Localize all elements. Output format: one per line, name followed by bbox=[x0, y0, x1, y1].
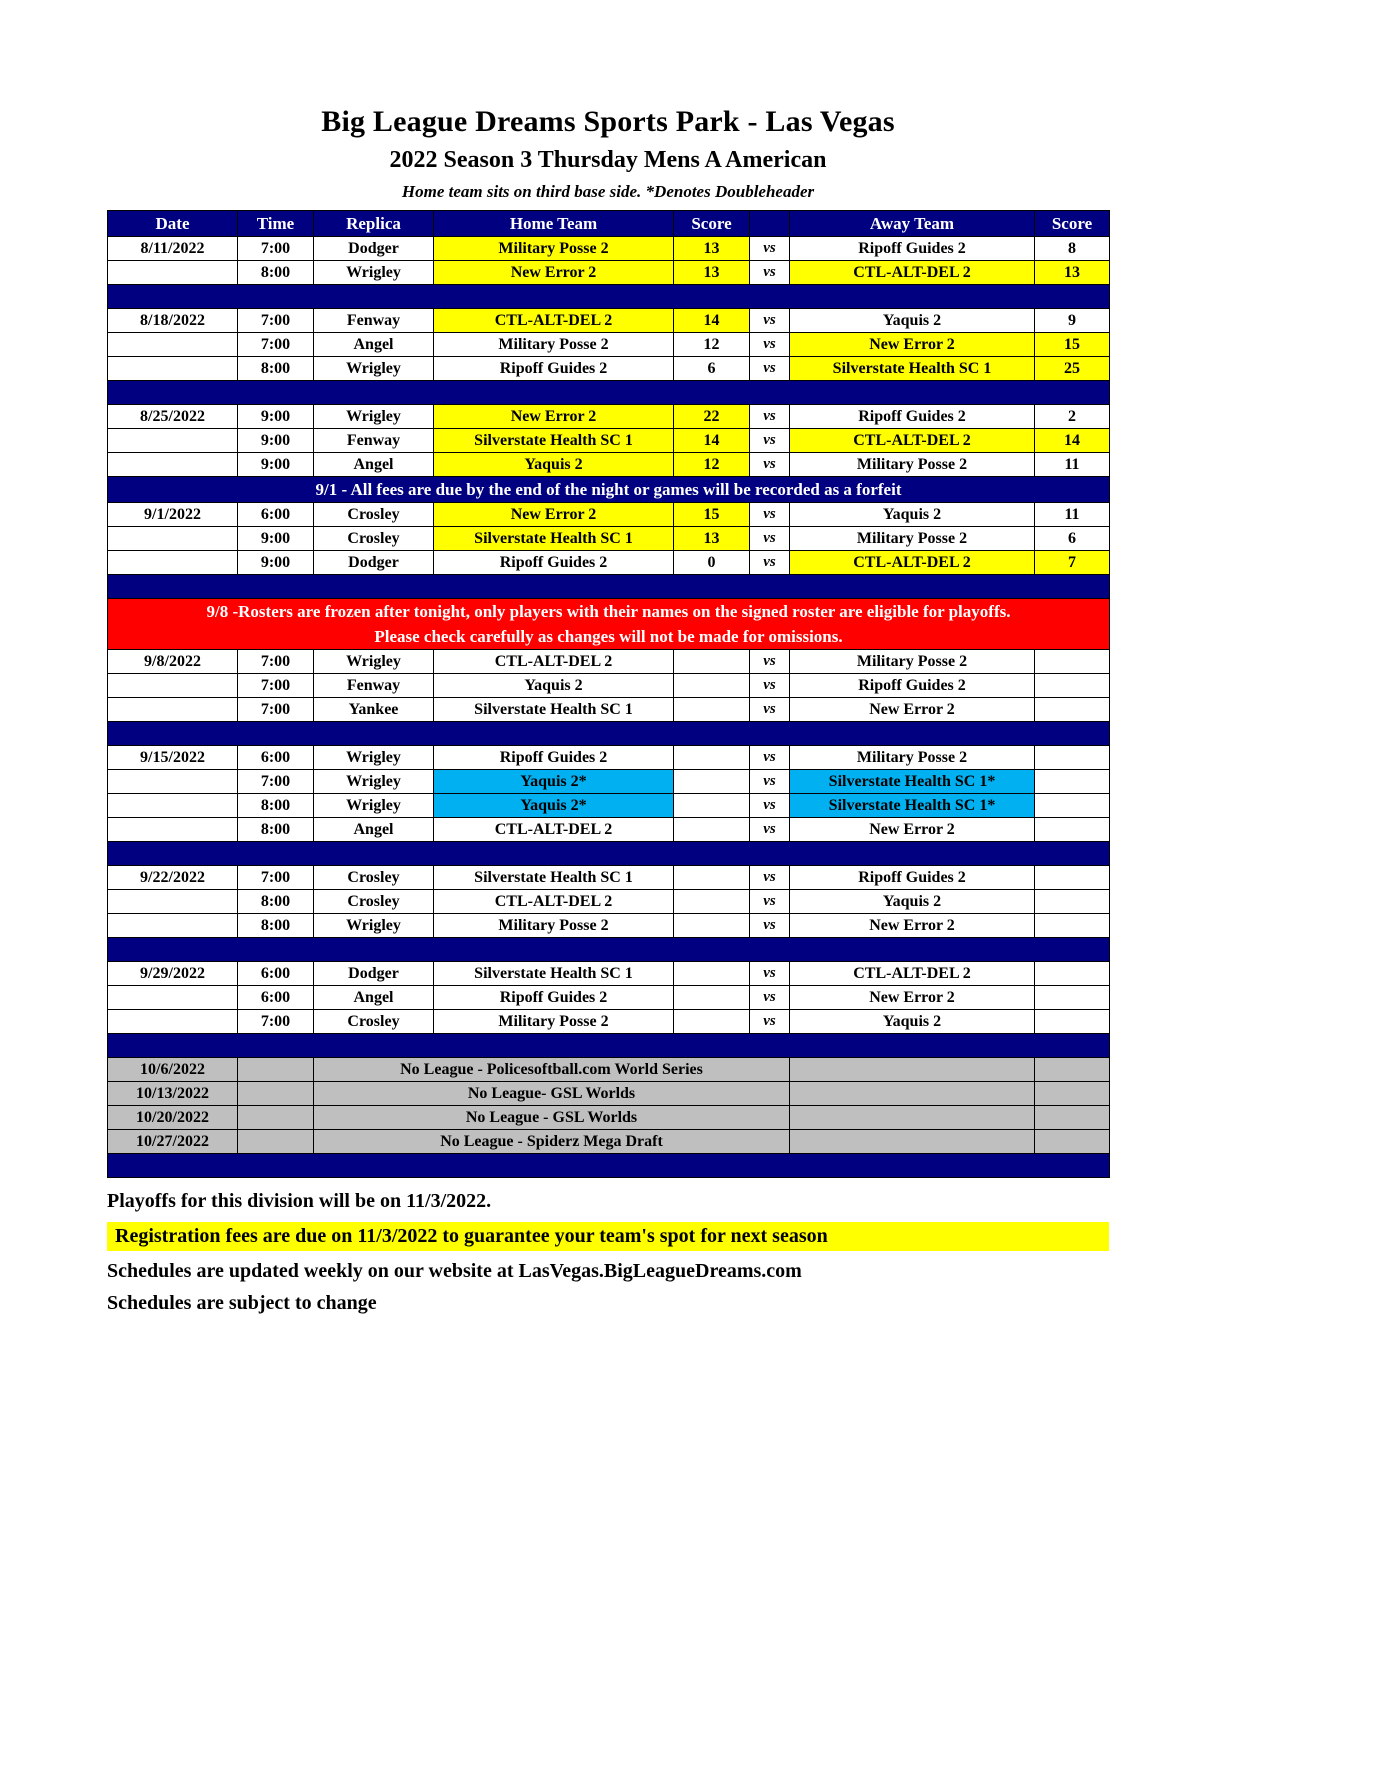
vs-label-cell: vs bbox=[750, 503, 790, 527]
time-cell: 9:00 bbox=[238, 527, 314, 551]
vs-label-cell: vs bbox=[750, 453, 790, 477]
vs-label-cell: vs bbox=[750, 527, 790, 551]
game-row bbox=[108, 309, 1110, 333]
away-score-cell bbox=[1035, 1130, 1110, 1154]
home-score-cell bbox=[674, 794, 750, 818]
time-cell: 9:00 bbox=[238, 405, 314, 429]
home-team-cell: Ripoff Guides 2 bbox=[434, 357, 674, 381]
notice-row bbox=[108, 599, 1110, 650]
away-score-cell bbox=[1035, 1106, 1110, 1130]
time-cell: 9:00 bbox=[238, 453, 314, 477]
away-score-cell: 6 bbox=[1035, 527, 1110, 551]
away-team-cell: Ripoff Guides 2 bbox=[790, 237, 1035, 261]
date-cell: 9/15/2022 bbox=[108, 746, 238, 770]
page-subtitle: 2022 Season 3 Thursday Mens A American bbox=[389, 147, 827, 173]
away-score-cell: 14 bbox=[1035, 429, 1110, 453]
game-row bbox=[108, 453, 1110, 477]
notice-text: 9/8 -Rosters are frozen after tonight, only players with their names on the signed roster are eligible for playoffs. bbox=[206, 602, 1011, 621]
away-team-cell: CTL-ALT-DEL 2 bbox=[790, 429, 1035, 453]
game-row bbox=[108, 698, 1110, 722]
separator-cell bbox=[108, 1154, 1110, 1178]
replica-cell: Dodger bbox=[314, 551, 434, 575]
header-row bbox=[108, 211, 1110, 237]
vs-label-cell: vs bbox=[750, 237, 790, 261]
col-header-date: Date bbox=[108, 211, 238, 237]
vs-label-cell: vs bbox=[750, 962, 790, 986]
time-cell: 7:00 bbox=[238, 333, 314, 357]
away-score-cell: 25 bbox=[1035, 357, 1110, 381]
away-score-cell: 11 bbox=[1035, 453, 1110, 477]
time-cell bbox=[238, 1058, 314, 1082]
no-league-text-cell: No League - Policesoftball.com World Series bbox=[314, 1058, 790, 1082]
col-header-away-score: Score bbox=[1035, 211, 1110, 237]
footer-block bbox=[107, 1190, 1109, 1315]
date-cell: 9/1/2022 bbox=[108, 503, 238, 527]
separator-row bbox=[108, 285, 1110, 309]
away-team-cell: New Error 2 bbox=[790, 698, 1035, 722]
away-team-cell: CTL-ALT-DEL 2 bbox=[790, 551, 1035, 575]
notice-cell bbox=[108, 599, 1110, 650]
vs-label-cell: vs bbox=[750, 429, 790, 453]
date-cell bbox=[108, 453, 238, 477]
away-score-cell bbox=[1035, 650, 1110, 674]
date-cell bbox=[108, 429, 238, 453]
replica-cell: Dodger bbox=[314, 962, 434, 986]
separator-cell bbox=[108, 842, 1110, 866]
away-team-cell: Ripoff Guides 2 bbox=[790, 674, 1035, 698]
home-score-cell: 0 bbox=[674, 551, 750, 575]
vs-label-cell: vs bbox=[750, 794, 790, 818]
game-row bbox=[108, 333, 1110, 357]
website-note: Schedules are updated weekly on our website at LasVegas.BigLeagueDreams.com bbox=[107, 1260, 802, 1282]
away-score-cell bbox=[1035, 890, 1110, 914]
separator-row bbox=[108, 722, 1110, 746]
away-score-cell bbox=[1035, 962, 1110, 986]
away-team-cell: Ripoff Guides 2 bbox=[790, 405, 1035, 429]
game-row bbox=[108, 1010, 1110, 1034]
notice-cell bbox=[108, 477, 1110, 503]
time-cell bbox=[238, 1082, 314, 1106]
home-team-cell: CTL-ALT-DEL 2 bbox=[434, 309, 674, 333]
home-team-cell: Military Posse 2 bbox=[434, 914, 674, 938]
time-cell: 6:00 bbox=[238, 503, 314, 527]
away-score-cell bbox=[1035, 698, 1110, 722]
home-score-cell bbox=[674, 674, 750, 698]
no-league-row bbox=[108, 1106, 1110, 1130]
away-score-cell: 8 bbox=[1035, 237, 1110, 261]
home-score-cell: 15 bbox=[674, 503, 750, 527]
home-score-cell: 13 bbox=[674, 527, 750, 551]
game-row bbox=[108, 237, 1110, 261]
away-team-cell: Ripoff Guides 2 bbox=[790, 866, 1035, 890]
time-cell: 9:00 bbox=[238, 429, 314, 453]
date-cell bbox=[108, 794, 238, 818]
away-team-cell: Silverstate Health SC 1 bbox=[790, 357, 1035, 381]
game-row bbox=[108, 746, 1110, 770]
home-team-cell: Military Posse 2 bbox=[434, 1010, 674, 1034]
home-score-cell: 13 bbox=[674, 261, 750, 285]
home-score-cell: 12 bbox=[674, 333, 750, 357]
time-cell: 7:00 bbox=[238, 866, 314, 890]
vs-label-cell: vs bbox=[750, 1010, 790, 1034]
time-cell: 9:00 bbox=[238, 551, 314, 575]
time-cell: 7:00 bbox=[238, 698, 314, 722]
home-team-cell: Silverstate Health SC 1 bbox=[434, 429, 674, 453]
home-team-cell: Yaquis 2* bbox=[434, 770, 674, 794]
replica-cell: Crosley bbox=[314, 890, 434, 914]
away-score-cell: 11 bbox=[1035, 503, 1110, 527]
replica-cell: Wrigley bbox=[314, 770, 434, 794]
col-header-home-score: Score bbox=[674, 211, 750, 237]
schedule-body bbox=[108, 237, 1110, 1178]
separator-cell bbox=[108, 381, 1110, 405]
home-team-cell: Yaquis 2 bbox=[434, 453, 674, 477]
replica-cell: Wrigley bbox=[314, 357, 434, 381]
home-team-cell: Ripoff Guides 2 bbox=[434, 551, 674, 575]
away-score-cell bbox=[1035, 746, 1110, 770]
vs-label-cell: vs bbox=[750, 405, 790, 429]
replica-cell: Wrigley bbox=[314, 794, 434, 818]
vs-label-cell: vs bbox=[750, 698, 790, 722]
home-score-cell bbox=[674, 650, 750, 674]
schedule-table bbox=[107, 210, 1110, 1178]
date-cell bbox=[108, 818, 238, 842]
away-team-cell: Military Posse 2 bbox=[790, 453, 1035, 477]
away-team-cell: New Error 2 bbox=[790, 818, 1035, 842]
date-cell bbox=[108, 770, 238, 794]
away-score-cell bbox=[1035, 674, 1110, 698]
time-cell: 8:00 bbox=[238, 357, 314, 381]
date-cell bbox=[108, 551, 238, 575]
page-title: Big League Dreams Sports Park - Las Vegas bbox=[321, 105, 895, 138]
home-team-cell: CTL-ALT-DEL 2 bbox=[434, 650, 674, 674]
away-team-cell: New Error 2 bbox=[790, 986, 1035, 1010]
vs-label-cell: vs bbox=[750, 261, 790, 285]
away-team-cell: Yaquis 2 bbox=[790, 309, 1035, 333]
time-cell bbox=[238, 1106, 314, 1130]
col-header-time: Time bbox=[238, 211, 314, 237]
separator-cell bbox=[108, 938, 1110, 962]
time-cell: 6:00 bbox=[238, 962, 314, 986]
away-team-cell: New Error 2 bbox=[790, 914, 1035, 938]
date-cell: 9/8/2022 bbox=[108, 650, 238, 674]
replica-cell: Angel bbox=[314, 333, 434, 357]
home-score-cell bbox=[674, 866, 750, 890]
replica-cell: Wrigley bbox=[314, 914, 434, 938]
home-score-cell bbox=[674, 962, 750, 986]
date-cell bbox=[108, 261, 238, 285]
home-team-cell: Silverstate Health SC 1 bbox=[434, 962, 674, 986]
game-row bbox=[108, 890, 1110, 914]
away-team-cell: Silverstate Health SC 1* bbox=[790, 770, 1035, 794]
home-team-cell: New Error 2 bbox=[434, 503, 674, 527]
replica-cell: Fenway bbox=[314, 309, 434, 333]
replica-cell: Wrigley bbox=[314, 650, 434, 674]
col-header-home-team: Home Team bbox=[434, 211, 674, 237]
separator-row bbox=[108, 575, 1110, 599]
away-team-cell: Silverstate Health SC 1* bbox=[790, 794, 1035, 818]
separator-row bbox=[108, 842, 1110, 866]
date-cell: 10/20/2022 bbox=[108, 1106, 238, 1130]
time-cell: 8:00 bbox=[238, 818, 314, 842]
replica-cell: Wrigley bbox=[314, 405, 434, 429]
home-score-cell bbox=[674, 1010, 750, 1034]
home-team-cell: New Error 2 bbox=[434, 405, 674, 429]
home-score-cell: 14 bbox=[674, 309, 750, 333]
away-score-cell: 2 bbox=[1035, 405, 1110, 429]
away-score-cell bbox=[1035, 770, 1110, 794]
separator-cell bbox=[108, 575, 1110, 599]
vs-label-cell: vs bbox=[750, 357, 790, 381]
replica-cell: Fenway bbox=[314, 674, 434, 698]
away-team-cell: Military Posse 2 bbox=[790, 527, 1035, 551]
home-team-cell: Ripoff Guides 2 bbox=[434, 986, 674, 1010]
time-cell: 8:00 bbox=[238, 890, 314, 914]
date-cell bbox=[108, 527, 238, 551]
game-row bbox=[108, 551, 1110, 575]
home-score-cell: 14 bbox=[674, 429, 750, 453]
game-row bbox=[108, 405, 1110, 429]
game-row bbox=[108, 794, 1110, 818]
notice-row bbox=[108, 477, 1110, 503]
away-team-cell: Yaquis 2 bbox=[790, 1010, 1035, 1034]
separator-cell bbox=[108, 1034, 1110, 1058]
separator-cell bbox=[108, 722, 1110, 746]
away-score-cell bbox=[1035, 866, 1110, 890]
away-score-cell bbox=[1035, 1058, 1110, 1082]
away-team-cell: Military Posse 2 bbox=[790, 746, 1035, 770]
date-cell bbox=[108, 914, 238, 938]
replica-cell: Angel bbox=[314, 453, 434, 477]
vs-label-cell: vs bbox=[750, 770, 790, 794]
away-score-cell: 15 bbox=[1035, 333, 1110, 357]
col-header-vs bbox=[750, 211, 790, 237]
time-cell: 7:00 bbox=[238, 1010, 314, 1034]
time-cell: 7:00 bbox=[238, 770, 314, 794]
separator-cell bbox=[108, 285, 1110, 309]
notice-text: 9/1 - All fees are due by the end of the night or games will be recorded as a forfeit bbox=[315, 480, 902, 499]
time-cell: 8:00 bbox=[238, 261, 314, 285]
away-score-cell bbox=[1035, 818, 1110, 842]
no-league-row bbox=[108, 1058, 1110, 1082]
replica-cell: Crosley bbox=[314, 1010, 434, 1034]
home-team-cell: Silverstate Health SC 1 bbox=[434, 698, 674, 722]
replica-cell: Wrigley bbox=[314, 261, 434, 285]
vs-label-cell: vs bbox=[750, 866, 790, 890]
away-team-cell: CTL-ALT-DEL 2 bbox=[790, 261, 1035, 285]
time-cell: 7:00 bbox=[238, 309, 314, 333]
home-score-cell bbox=[674, 770, 750, 794]
away-team-cell: Military Posse 2 bbox=[790, 650, 1035, 674]
game-row bbox=[108, 962, 1110, 986]
vs-label-cell: vs bbox=[750, 309, 790, 333]
home-team-cell: New Error 2 bbox=[434, 261, 674, 285]
replica-cell: Crosley bbox=[314, 527, 434, 551]
away-score-cell: 13 bbox=[1035, 261, 1110, 285]
replica-cell: Yankee bbox=[314, 698, 434, 722]
replica-cell: Fenway bbox=[314, 429, 434, 453]
time-cell: 7:00 bbox=[238, 674, 314, 698]
game-row bbox=[108, 650, 1110, 674]
home-score-cell: 6 bbox=[674, 357, 750, 381]
home-score-cell bbox=[674, 914, 750, 938]
no-league-row bbox=[108, 1130, 1110, 1154]
home-score-cell: 13 bbox=[674, 237, 750, 261]
game-row bbox=[108, 770, 1110, 794]
time-cell: 8:00 bbox=[238, 794, 314, 818]
col-header-replica: Replica bbox=[314, 211, 434, 237]
replica-cell: Crosley bbox=[314, 866, 434, 890]
replica-cell: Crosley bbox=[314, 503, 434, 527]
game-row bbox=[108, 429, 1110, 453]
date-cell bbox=[108, 333, 238, 357]
time-cell bbox=[238, 1130, 314, 1154]
time-cell: 8:00 bbox=[238, 914, 314, 938]
replica-cell: Wrigley bbox=[314, 746, 434, 770]
no-league-text-cell: No League - Spiderz Mega Draft bbox=[314, 1130, 790, 1154]
away-score-cell: 9 bbox=[1035, 309, 1110, 333]
game-row bbox=[108, 261, 1110, 285]
date-cell bbox=[108, 986, 238, 1010]
no-league-text-cell: No League- GSL Worlds bbox=[314, 1082, 790, 1106]
date-cell bbox=[108, 698, 238, 722]
separator-row bbox=[108, 1154, 1110, 1178]
home-team-cell: Silverstate Health SC 1 bbox=[434, 866, 674, 890]
separator-row bbox=[108, 381, 1110, 405]
registration-notice: Registration fees are due on 11/3/2022 to guarantee your team's spot for next season bbox=[107, 1222, 1109, 1251]
vs-label-cell: vs bbox=[750, 333, 790, 357]
replica-cell: Angel bbox=[314, 818, 434, 842]
away-score-cell bbox=[1035, 794, 1110, 818]
vs-label-cell: vs bbox=[750, 551, 790, 575]
home-team-cell: Yaquis 2* bbox=[434, 794, 674, 818]
time-cell: 6:00 bbox=[238, 986, 314, 1010]
home-score-cell bbox=[674, 698, 750, 722]
time-cell: 6:00 bbox=[238, 746, 314, 770]
game-row bbox=[108, 986, 1110, 1010]
away-team-cell bbox=[790, 1130, 1035, 1154]
away-team-cell bbox=[790, 1058, 1035, 1082]
time-cell: 7:00 bbox=[238, 237, 314, 261]
home-team-cell: CTL-ALT-DEL 2 bbox=[434, 818, 674, 842]
away-team-cell bbox=[790, 1082, 1035, 1106]
no-league-text-cell: No League - GSL Worlds bbox=[314, 1106, 790, 1130]
game-row bbox=[108, 818, 1110, 842]
header-block bbox=[107, 105, 1109, 202]
date-cell bbox=[108, 674, 238, 698]
game-row bbox=[108, 674, 1110, 698]
game-row bbox=[108, 527, 1110, 551]
home-score-cell: 12 bbox=[674, 453, 750, 477]
date-cell: 9/22/2022 bbox=[108, 866, 238, 890]
home-team-cell: Military Posse 2 bbox=[434, 333, 674, 357]
away-team-cell: CTL-ALT-DEL 2 bbox=[790, 962, 1035, 986]
away-score-cell: 7 bbox=[1035, 551, 1110, 575]
vs-label-cell: vs bbox=[750, 650, 790, 674]
home-team-cell: Ripoff Guides 2 bbox=[434, 746, 674, 770]
vs-label-cell: vs bbox=[750, 890, 790, 914]
no-league-row bbox=[108, 1082, 1110, 1106]
away-team-cell: New Error 2 bbox=[790, 333, 1035, 357]
notice-text: Please check carefully as changes will not be made for omissions. bbox=[374, 627, 843, 646]
home-score-cell: 22 bbox=[674, 405, 750, 429]
playoffs-note: Playoffs for this division will be on 11/3/2022. bbox=[107, 1190, 492, 1212]
vs-label-cell: vs bbox=[750, 674, 790, 698]
away-score-cell bbox=[1035, 914, 1110, 938]
away-team-cell bbox=[790, 1106, 1035, 1130]
away-team-cell: Yaquis 2 bbox=[790, 503, 1035, 527]
home-team-cell: Military Posse 2 bbox=[434, 237, 674, 261]
date-cell: 9/29/2022 bbox=[108, 962, 238, 986]
date-cell: 8/25/2022 bbox=[108, 405, 238, 429]
date-cell bbox=[108, 357, 238, 381]
separator-row bbox=[108, 938, 1110, 962]
vs-label-cell: vs bbox=[750, 746, 790, 770]
date-cell: 10/13/2022 bbox=[108, 1082, 238, 1106]
home-score-cell bbox=[674, 890, 750, 914]
date-cell: 10/27/2022 bbox=[108, 1130, 238, 1154]
vs-label-cell: vs bbox=[750, 986, 790, 1010]
vs-label-cell: vs bbox=[750, 818, 790, 842]
home-team-cell: Yaquis 2 bbox=[434, 674, 674, 698]
home-score-cell bbox=[674, 818, 750, 842]
date-cell: 8/11/2022 bbox=[108, 237, 238, 261]
game-row bbox=[108, 503, 1110, 527]
date-cell bbox=[108, 890, 238, 914]
home-score-cell bbox=[674, 746, 750, 770]
time-cell: 7:00 bbox=[238, 650, 314, 674]
subject-to-change-note: Schedules are subject to change bbox=[107, 1292, 377, 1314]
away-score-cell bbox=[1035, 1082, 1110, 1106]
away-team-cell: Yaquis 2 bbox=[790, 890, 1035, 914]
home-score-cell bbox=[674, 986, 750, 1010]
game-row bbox=[108, 866, 1110, 890]
game-row bbox=[108, 914, 1110, 938]
col-header-away-team: Away Team bbox=[790, 211, 1035, 237]
replica-cell: Angel bbox=[314, 986, 434, 1010]
date-cell: 8/18/2022 bbox=[108, 309, 238, 333]
page-note: Home team sits on third base side. *Denotes Doubleheader bbox=[401, 182, 815, 201]
date-cell: 10/6/2022 bbox=[108, 1058, 238, 1082]
home-team-cell: CTL-ALT-DEL 2 bbox=[434, 890, 674, 914]
separator-row bbox=[108, 1034, 1110, 1058]
home-team-cell: Silverstate Health SC 1 bbox=[434, 527, 674, 551]
replica-cell: Dodger bbox=[314, 237, 434, 261]
date-cell bbox=[108, 1010, 238, 1034]
away-score-cell bbox=[1035, 986, 1110, 1010]
vs-label-cell: vs bbox=[750, 914, 790, 938]
away-score-cell bbox=[1035, 1010, 1110, 1034]
game-row bbox=[108, 357, 1110, 381]
